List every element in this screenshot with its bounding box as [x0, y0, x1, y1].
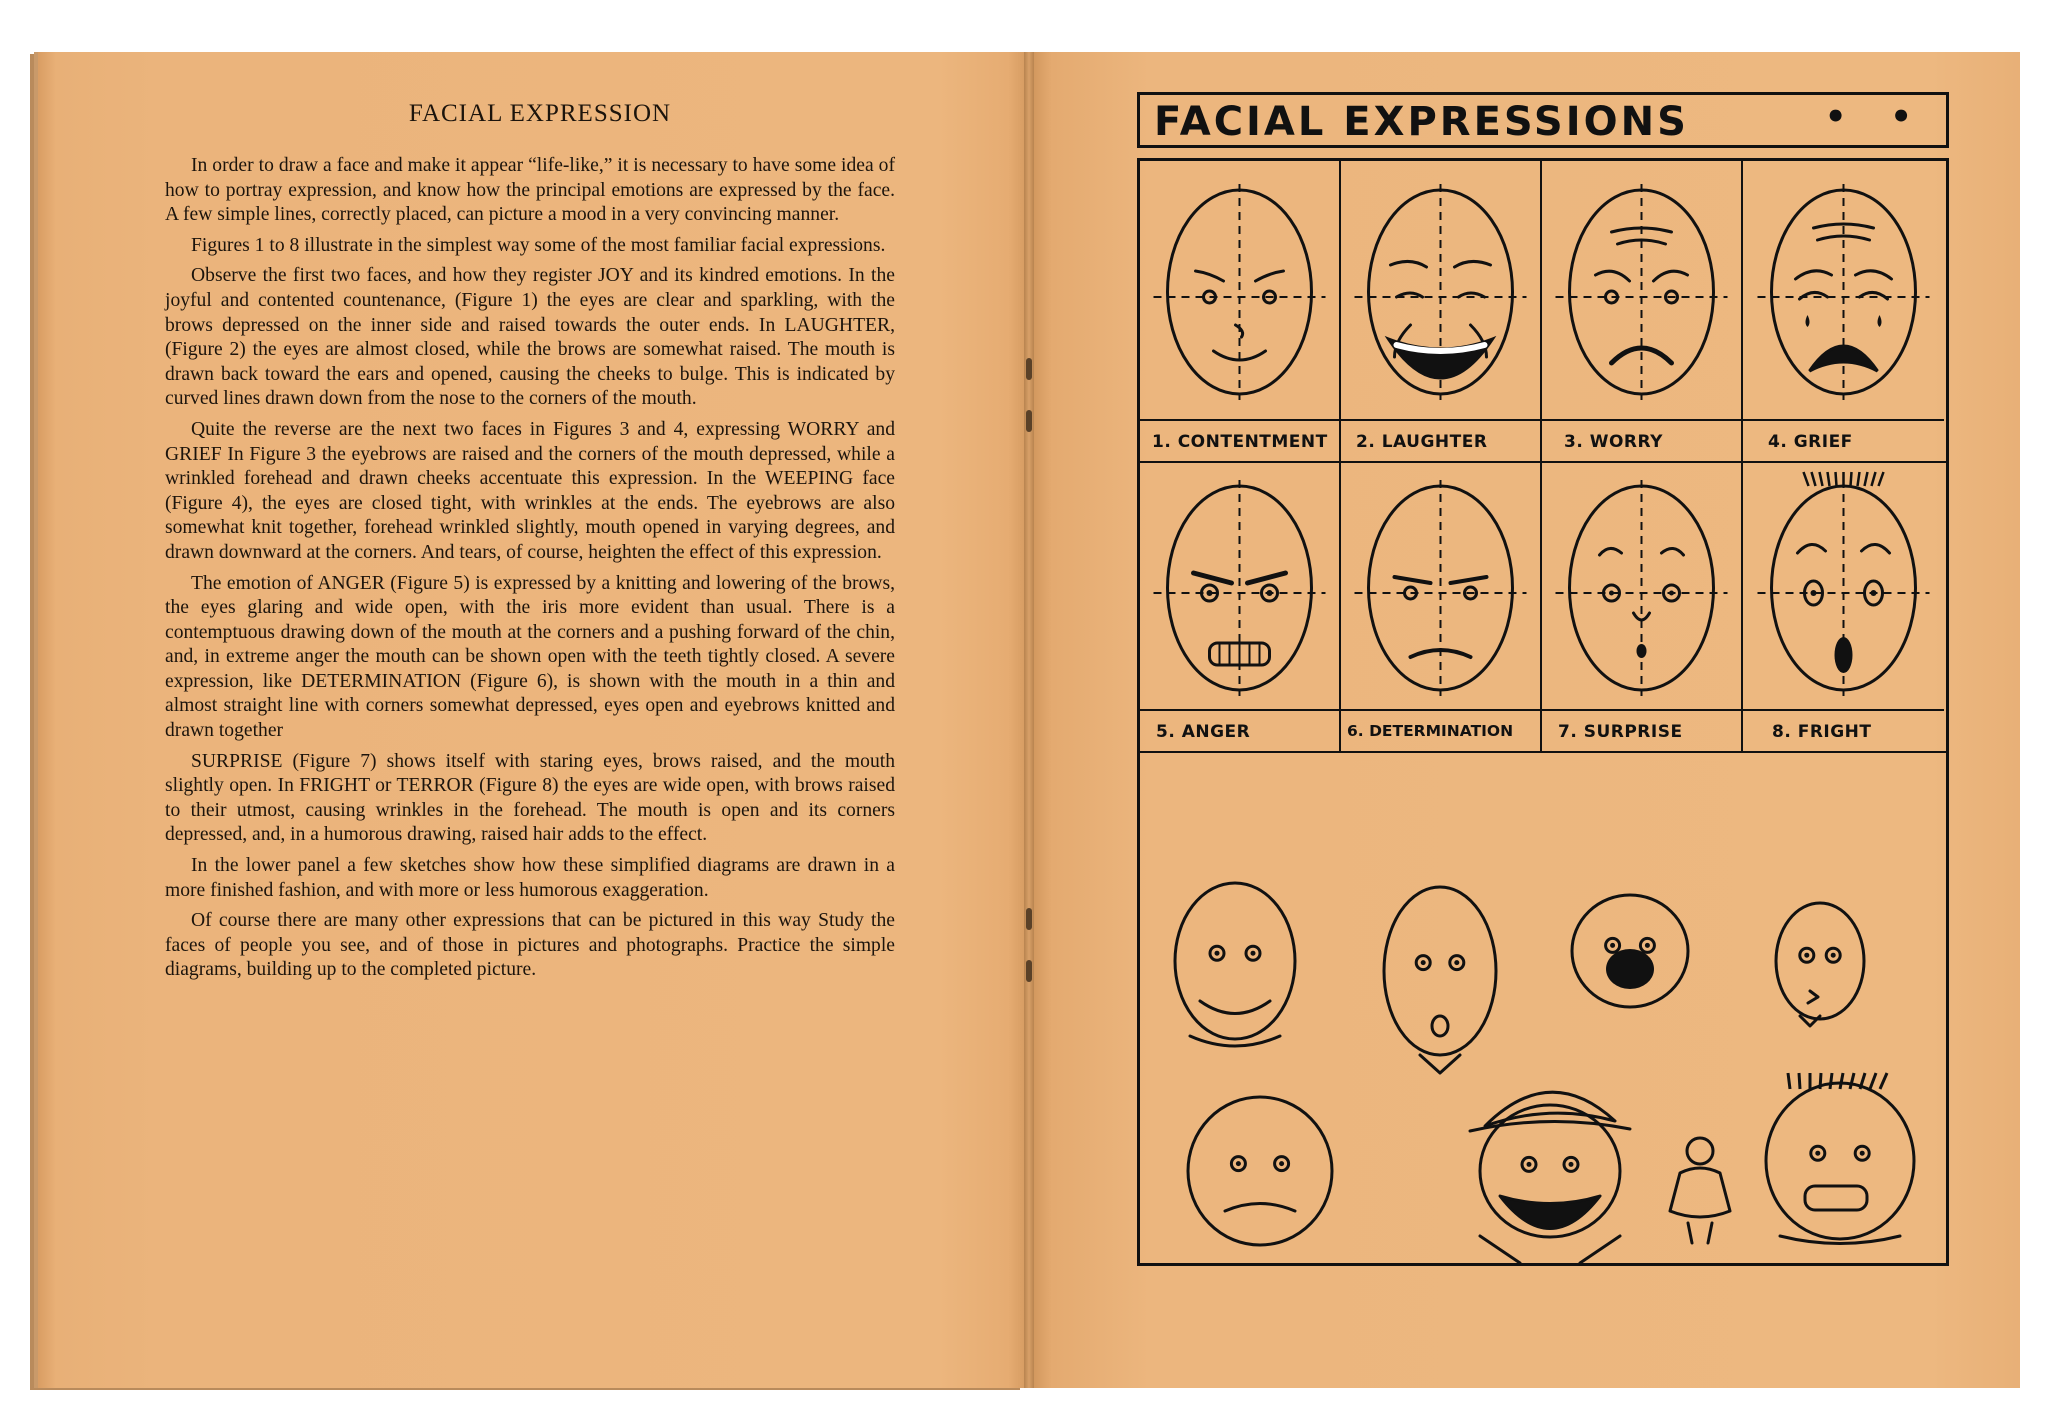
sketch-head — [1384, 887, 1496, 1055]
fright-face-icon — [1743, 463, 1944, 709]
worry-face-icon — [1542, 161, 1741, 419]
figure-cell — [1140, 161, 1341, 421]
sketch-head — [1188, 1097, 1332, 1245]
plate-title: FACIAL EXPRESSIONS — [1154, 99, 1689, 145]
sketch-pupil — [1831, 953, 1836, 958]
contentment-face-icon — [1140, 161, 1339, 419]
expression-grid — [1137, 158, 1949, 1266]
raised-hair — [1865, 472, 1868, 486]
eyebrow — [1662, 548, 1684, 555]
sketch-pupil — [1215, 951, 1220, 956]
nose — [1634, 613, 1650, 620]
determination-face-icon — [1341, 463, 1540, 709]
figure-label: 1. CONTENTMENT — [1152, 432, 1328, 452]
sketch-pupil — [1610, 943, 1615, 948]
figure-label: 3. WORRY — [1564, 432, 1663, 452]
figure-label: 6. DETERMINATION — [1347, 722, 1514, 740]
label-row — [1140, 711, 1946, 753]
raised-hair — [1858, 472, 1860, 486]
raised-hair — [1851, 472, 1852, 486]
binding-stitch — [1026, 358, 1032, 380]
eyebrow — [1248, 573, 1286, 583]
page-heading: FACIAL EXPRESSION — [408, 100, 672, 127]
mouth — [1637, 644, 1647, 658]
raised-hair — [1812, 472, 1816, 486]
left-page-text — [165, 100, 895, 989]
figure-label: 7. SURPRISE — [1558, 722, 1683, 742]
paragraph: Of course there are many other expressions that can be pictured in this way Study the faces of people you see, and of those in pictures and photographs. Practice the simple diagrams, building up to the completed picture. — [165, 910, 895, 981]
sketch-doll-body — [1670, 1168, 1730, 1217]
sketch-pupil — [1236, 1161, 1241, 1166]
figure-label: 4. GRIEF — [1768, 432, 1853, 452]
paragraph: In the lower panel a few sketches show how these simplified diagrams are drawn in a more finished fashion, and with more or less humorous exaggeration. — [165, 855, 895, 901]
plate-title-box — [1137, 92, 1949, 148]
grief-face-icon — [1743, 161, 1944, 419]
pupil — [1669, 591, 1674, 596]
sketch-doll-head — [1687, 1138, 1713, 1164]
sketch-head — [1766, 1083, 1914, 1239]
figure-label: 2. LAUGHTER — [1356, 432, 1488, 452]
face-outline — [1570, 486, 1714, 690]
book-gutter — [1024, 52, 1034, 1388]
paragraph: Figures 1 to 8 illustrate in the simplest way some of the most familiar facial expressions. — [191, 234, 886, 256]
sketch-pupil — [1815, 1151, 1820, 1156]
sketch-mouth — [1432, 1016, 1448, 1036]
figure-cell — [1341, 161, 1542, 421]
eyebrow — [1196, 271, 1224, 281]
mouth — [1835, 637, 1853, 673]
sketch-doll-legs — [1688, 1223, 1712, 1243]
title-dots: • • — [1824, 97, 1928, 137]
eyebrow — [1391, 261, 1427, 267]
eyebrow — [1862, 544, 1890, 553]
anger-face-icon — [1140, 463, 1339, 709]
laughter-face-icon — [1341, 161, 1540, 419]
eyebrow — [1654, 271, 1688, 281]
figure-cell — [1542, 161, 1743, 421]
raised-hair — [1820, 472, 1823, 486]
face-outline — [1369, 486, 1513, 690]
figure-cell — [1542, 463, 1743, 711]
sketch-mouth — [1808, 991, 1818, 1003]
illustration-plate — [1137, 92, 1947, 1264]
sketch-mouth — [1200, 1001, 1270, 1014]
sketch-pupil — [1279, 1161, 1284, 1166]
sketch-head — [1175, 883, 1295, 1039]
paragraph: In order to draw a face and make it appear “life-like,” it is necessary to have some idea of how to portray expression, and know how the principal emotions are expressed by the face. A few simple lines, correctly placed, can picture a mood in a very convincing manner. — [165, 155, 895, 226]
raised-hair — [1804, 472, 1809, 486]
sketch-pupil — [1527, 1162, 1532, 1167]
eyebrow — [1256, 271, 1284, 281]
sketch-hair — [1788, 1073, 1790, 1089]
pupil — [1871, 590, 1877, 596]
binding-stitch — [1026, 410, 1032, 432]
raised-hair — [1879, 472, 1884, 486]
raised-hair — [1836, 472, 1837, 486]
sketch-collar — [1420, 1055, 1460, 1073]
paragraph: Quite the reverse are the next two faces in Figures 3 and 4, expressing WORRY and GRIEF In Figure 3 the eyebrows are raised and the corners of the mouth depressed, while a wrinkled forehead and drawn cheeks accentuate this expression. In the WEEPING face (Figure 4), the eyes are closed tight, with wrinkles at the ends. The eyebrows are also somewhat knit together, forehead wrinkled slightly, mouth opened in varying degrees, and drawn downward at the corners. And tears, of course, heighten the effect of this expression. — [165, 418, 895, 563]
figure-cell — [1140, 463, 1341, 711]
binding-stitch — [1026, 908, 1032, 930]
eyebrow — [1796, 271, 1832, 279]
binding-stitch — [1026, 960, 1032, 982]
eyebrow — [1194, 573, 1232, 583]
label-row — [1140, 421, 1946, 463]
sketch-collar — [1480, 1236, 1620, 1263]
figure-cell — [1743, 463, 1944, 711]
tear — [1878, 315, 1882, 327]
eyebrow — [1596, 271, 1630, 281]
sketch-mouth — [1606, 949, 1654, 989]
eyebrow — [1856, 271, 1892, 279]
raised-hair — [1872, 472, 1876, 486]
eye — [1397, 293, 1423, 297]
paragraph: The emotion of ANGER (Figure 5) is expressed by a knitting and lowering of the brows, the eyes glaring and wide open, with the iris more evident than usual. There is a contemptuous drawing down of the mouth at the corners and a pushing forward of the chin, and, in extreme anger the mouth can be shown open with the teeth tightly closed. A severe expression, like DETERMINATION (Figure 6), is shown with the mouth in a thin and almost straight line with corners somewhat depressed, eyes open and eyebrows knitted and drawn together — [165, 572, 895, 742]
eye — [1860, 292, 1888, 299]
wrinkle — [1818, 236, 1870, 240]
pupil — [1811, 590, 1817, 596]
face-outline — [1168, 190, 1312, 394]
figure-cell — [1341, 463, 1542, 711]
sketch-pupil — [1454, 960, 1459, 965]
eyebrow — [1451, 577, 1487, 583]
sketch-hair — [1850, 1073, 1854, 1089]
surprise-face-icon — [1542, 463, 1741, 709]
sketch-pupil — [1569, 1162, 1574, 1167]
sketch-hair — [1870, 1073, 1876, 1089]
eyebrow — [1455, 261, 1491, 267]
sketch-hair — [1880, 1073, 1887, 1089]
figure-cell — [1743, 161, 1944, 421]
pupil — [1267, 590, 1273, 596]
sketch-hair — [1799, 1073, 1800, 1089]
paragraph: SURPRISE (Figure 7) shows itself with staring eyes, brows raised, and the mouth slightly open. In FRIGHT or TERROR (Figure 8) the eyes are wide open, with brows raised to their utmost, causing wrinkles in the forehead. The mouth is open and its corners depressed, and, in a humorous drawing, raised hair adds to the effect. — [165, 750, 895, 846]
sketch-pupil — [1421, 960, 1426, 965]
sketch-pupil — [1804, 953, 1809, 958]
face-outline — [1570, 190, 1714, 394]
sketch-head — [1776, 903, 1864, 1019]
eye — [1800, 292, 1828, 299]
sketches-panel — [1140, 851, 1946, 1263]
paragraph: Observe the first two faces, and how they register JOY and its kindred emotions. In the joyful and contented countenance, (Figure 1) the eyes are clear and sparkling, with the brows depressed on the inner side and raised towards the outer ends. In LAUGHTER, (Figure 2) the eyes are almost closed, while the brows are somewhat raised. The mouth is drawn back toward the ears and opened, causing the cheeks to bulge. This is indicated by curved lines drawn down from the nose to the corners of the mouth. — [165, 265, 895, 410]
figure-label: 5. ANGER — [1156, 722, 1251, 742]
figure-label: 8. FRIGHT — [1772, 722, 1872, 742]
eyebrow — [1798, 544, 1826, 553]
sketch-pupil — [1251, 951, 1256, 956]
sketch-mouth — [1225, 1204, 1295, 1212]
tear — [1806, 315, 1810, 327]
sketch-mouth — [1500, 1196, 1600, 1229]
eyebrow — [1395, 577, 1431, 583]
pupil — [1207, 590, 1213, 596]
eyebrow — [1600, 548, 1622, 555]
raised-hair — [1828, 472, 1830, 486]
pupil — [1609, 591, 1614, 596]
sketch-mouth — [1805, 1186, 1867, 1210]
sketch-pupil — [1645, 943, 1650, 948]
sketch-hair — [1820, 1073, 1821, 1089]
sketch-hair — [1840, 1073, 1843, 1089]
sketch-pupil — [1860, 1151, 1865, 1156]
sketch-hair — [1830, 1073, 1832, 1089]
